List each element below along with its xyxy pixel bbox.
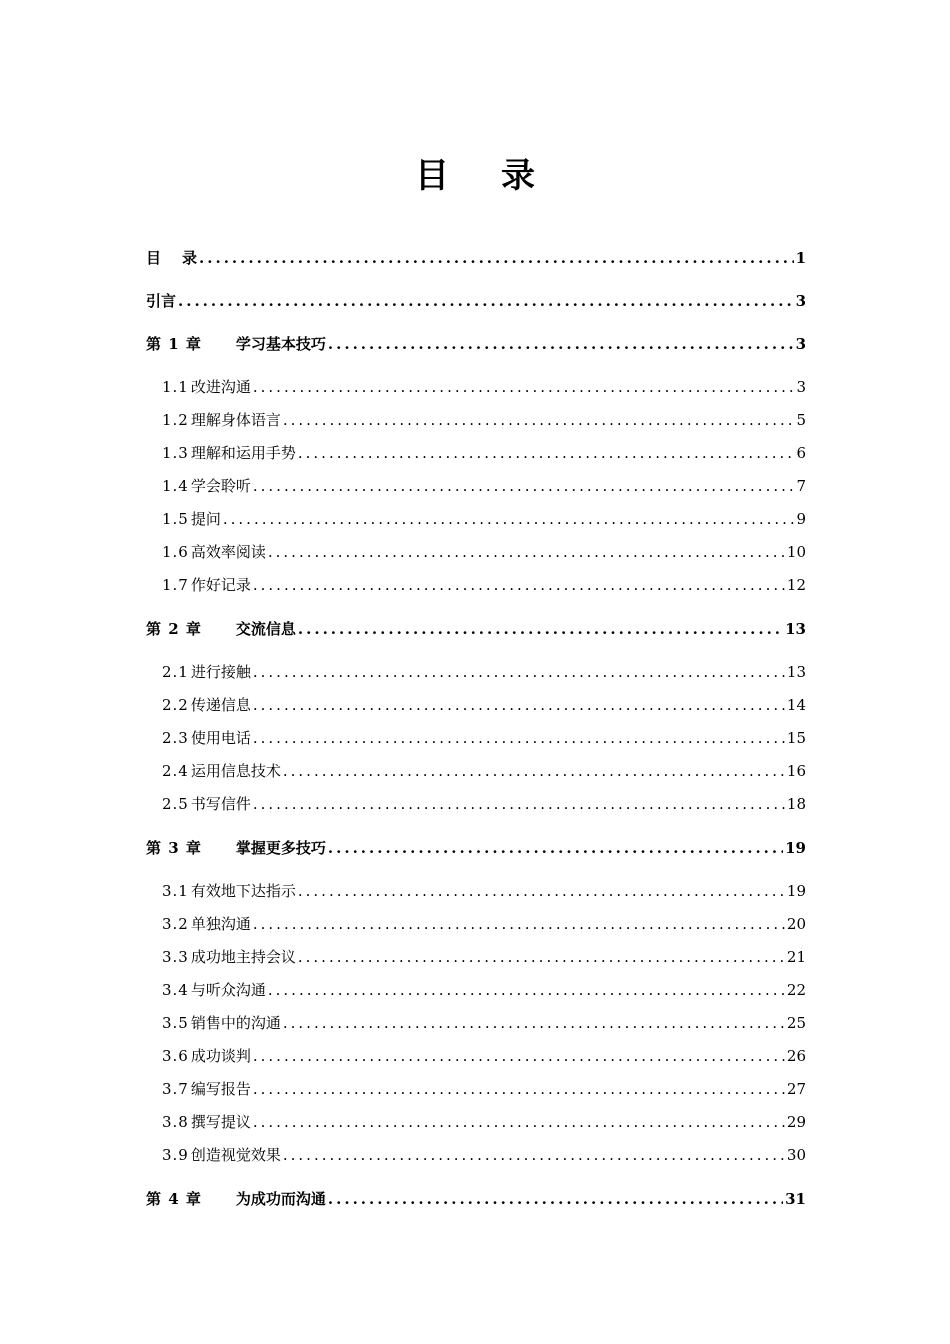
toc-page-number: 16 [786, 762, 806, 780]
toc-entry-number: 第 1 章 [146, 335, 202, 353]
toc-section-entry[interactable] [146, 1045, 806, 1067]
toc-page-number: 25 [786, 1014, 806, 1032]
toc-entry-number: 1.2 [162, 411, 189, 429]
toc-dot-leader [328, 837, 783, 859]
toc-dot-leader [253, 661, 785, 683]
toc-dot-leader [283, 409, 795, 431]
toc-entry-title: 改进沟通 [190, 378, 251, 396]
toc-dot-leader [328, 333, 794, 355]
toc-section-entry[interactable] [146, 946, 806, 968]
toc-entry-number: 1.5 [162, 510, 189, 528]
toc-dot-leader [283, 1012, 785, 1034]
toc-page-number: 27 [786, 1080, 806, 1098]
toc-chapter-entry[interactable] [146, 290, 806, 312]
toc-entry-title: 进行接触 [190, 663, 251, 681]
toc-entry-number: 2.4 [162, 762, 189, 780]
toc-section-entry[interactable] [146, 409, 806, 431]
toc-entry-title: 理解身体语言 [190, 411, 281, 429]
toc-dot-leader [253, 1078, 785, 1100]
toc-page-number: 10 [786, 543, 806, 561]
toc-section-entry[interactable] [146, 793, 806, 815]
toc-page-number: 18 [786, 795, 806, 813]
toc-section-entry[interactable] [146, 475, 806, 497]
toc-page-number: 12 [786, 576, 806, 594]
toc-entry-title: 高效率阅读 [190, 543, 266, 561]
toc-entry-title: 单独沟通 [190, 915, 251, 933]
toc-page-number: 9 [796, 510, 806, 528]
toc-entry-number: 2.2 [162, 696, 189, 714]
toc-dot-leader [253, 475, 795, 497]
toc-page-number: 3 [796, 378, 806, 396]
toc-section-entry[interactable] [146, 760, 806, 782]
toc-entry-title: 学习基本技巧 [235, 335, 326, 353]
toc-entry-title: 使用电话 [190, 729, 251, 747]
toc-dot-leader [253, 574, 785, 596]
toc-entry-title: 书写信件 [190, 795, 251, 813]
toc-entry-title: 学会聆听 [190, 477, 251, 495]
toc-section-entry[interactable] [146, 442, 806, 464]
toc-entry-number: 第 3 章 [146, 839, 202, 857]
toc-entry-title: 提问 [190, 510, 221, 528]
toc-page-number: 7 [796, 477, 806, 495]
toc-section-entry[interactable] [146, 574, 806, 596]
toc-page-number: 13 [786, 663, 806, 681]
toc-entry-number: 1.3 [162, 444, 189, 462]
toc-chapter-entry[interactable] [146, 837, 806, 859]
toc-entry-number: 3.3 [162, 948, 189, 966]
toc-section-entry[interactable] [146, 376, 806, 398]
toc-entry-number: 第 4 章 [146, 1190, 202, 1208]
toc-section-entry[interactable] [146, 979, 806, 1001]
toc-dot-leader [268, 979, 785, 1001]
toc-page-number: 6 [796, 444, 806, 462]
toc-section-entry[interactable] [146, 508, 806, 530]
toc-entry-title: 运用信息技术 [190, 762, 281, 780]
toc-entry-title: 掌握更多技巧 [235, 839, 326, 857]
toc-entry-number: 目 [146, 249, 163, 267]
toc-entry-number: 3.5 [162, 1014, 189, 1032]
toc-section-entry[interactable] [146, 1012, 806, 1034]
toc-page-number: 26 [786, 1047, 806, 1065]
toc-entry-number: 1.6 [162, 543, 189, 561]
toc-entry-title: 交流信息 [235, 620, 296, 638]
toc-page-number: 13 [785, 620, 806, 638]
toc-entry-number: 3.4 [162, 981, 189, 999]
toc-dot-leader [298, 442, 795, 464]
toc-entry-title: 作好记录 [190, 576, 251, 594]
toc-entry-title: 为成功而沟通 [235, 1190, 326, 1208]
toc-page-number: 19 [786, 882, 806, 900]
toc-page-number: 21 [786, 948, 806, 966]
toc-entry-title: 撰写提议 [190, 1113, 251, 1131]
toc-dot-leader [298, 880, 785, 902]
toc-page-number: 20 [786, 915, 806, 933]
toc-dot-leader [253, 694, 785, 716]
toc-entry-title: 与听众沟通 [190, 981, 266, 999]
toc-entry-number: 1.7 [162, 576, 189, 594]
toc-page-number: 3 [795, 335, 806, 353]
toc-page-number: 29 [786, 1113, 806, 1131]
toc-chapter-entry[interactable] [146, 1188, 806, 1210]
toc-page-number: 31 [785, 1190, 806, 1208]
toc-page-number: 30 [786, 1146, 806, 1164]
toc-dot-leader [253, 793, 785, 815]
toc-entry-title: 理解和运用手势 [190, 444, 296, 462]
toc-dot-leader [268, 541, 785, 563]
toc-dot-leader [328, 1188, 783, 1210]
toc-entry-title: 编写报告 [190, 1080, 251, 1098]
toc-entry-title: 销售中的沟通 [190, 1014, 281, 1032]
toc-entry-title: 有效地下达指示 [190, 882, 296, 900]
toc-chapter-entry[interactable] [146, 247, 806, 269]
toc-entry-number: 2.1 [162, 663, 189, 681]
toc-dot-leader [199, 247, 794, 269]
toc-dot-leader [298, 618, 783, 640]
toc-section-entry[interactable] [146, 1111, 806, 1133]
toc-entry-number: 3.9 [162, 1146, 189, 1164]
toc-dot-leader [178, 290, 794, 312]
page-title: 目录 [415, 156, 587, 196]
toc-entry-number: 3.6 [162, 1047, 189, 1065]
toc-chapter-entry[interactable] [146, 618, 806, 640]
toc-page-number: 19 [785, 839, 806, 857]
toc-page-number: 22 [786, 981, 806, 999]
toc-entry-number: 2.5 [162, 795, 189, 813]
toc-entry-title: 录 [182, 249, 198, 267]
toc-section-entry[interactable] [146, 661, 806, 683]
toc-section-entry[interactable] [146, 541, 806, 563]
toc-page-number: 5 [796, 411, 806, 429]
toc-entry-title: 传递信息 [190, 696, 251, 714]
toc-entry-number: 3.1 [162, 882, 189, 900]
toc-entry-title: 成功地主持会议 [190, 948, 296, 966]
toc-page-number: 1 [795, 249, 806, 267]
toc-section-entry[interactable] [146, 913, 806, 935]
toc-entry-number: 3.8 [162, 1113, 189, 1131]
toc-entry-number: 3.7 [162, 1080, 189, 1098]
toc-dot-leader [283, 1144, 785, 1166]
toc-dot-leader [253, 913, 785, 935]
toc-dot-leader [253, 727, 785, 749]
toc-entry-number: 1.1 [162, 378, 189, 396]
toc-section-entry[interactable] [146, 880, 806, 902]
toc-entry-number: 2.3 [162, 729, 189, 747]
toc-entry-title: 成功谈判 [190, 1047, 251, 1065]
toc-dot-leader [298, 946, 785, 968]
toc-dot-leader [253, 1045, 785, 1067]
toc-dot-leader [253, 1111, 785, 1133]
toc-chapter-entry[interactable] [146, 333, 806, 355]
toc-section-entry[interactable] [146, 727, 806, 749]
toc-dot-leader [283, 760, 785, 782]
toc-page-number: 14 [786, 696, 806, 714]
toc-entry-number: 3.2 [162, 915, 189, 933]
toc-dot-leader [223, 508, 795, 530]
toc-section-entry[interactable] [146, 1144, 806, 1166]
toc-page-number: 15 [786, 729, 806, 747]
toc-section-entry[interactable] [146, 1078, 806, 1100]
toc-entry-number: 1.4 [162, 477, 189, 495]
toc-section-entry[interactable] [146, 694, 806, 716]
toc-entry-title: 引言 [146, 292, 177, 310]
toc-entry-number: 第 2 章 [146, 620, 202, 638]
toc-page-number: 3 [795, 292, 806, 310]
toc-dot-leader [253, 376, 795, 398]
toc-entry-title: 创造视觉效果 [190, 1146, 281, 1164]
